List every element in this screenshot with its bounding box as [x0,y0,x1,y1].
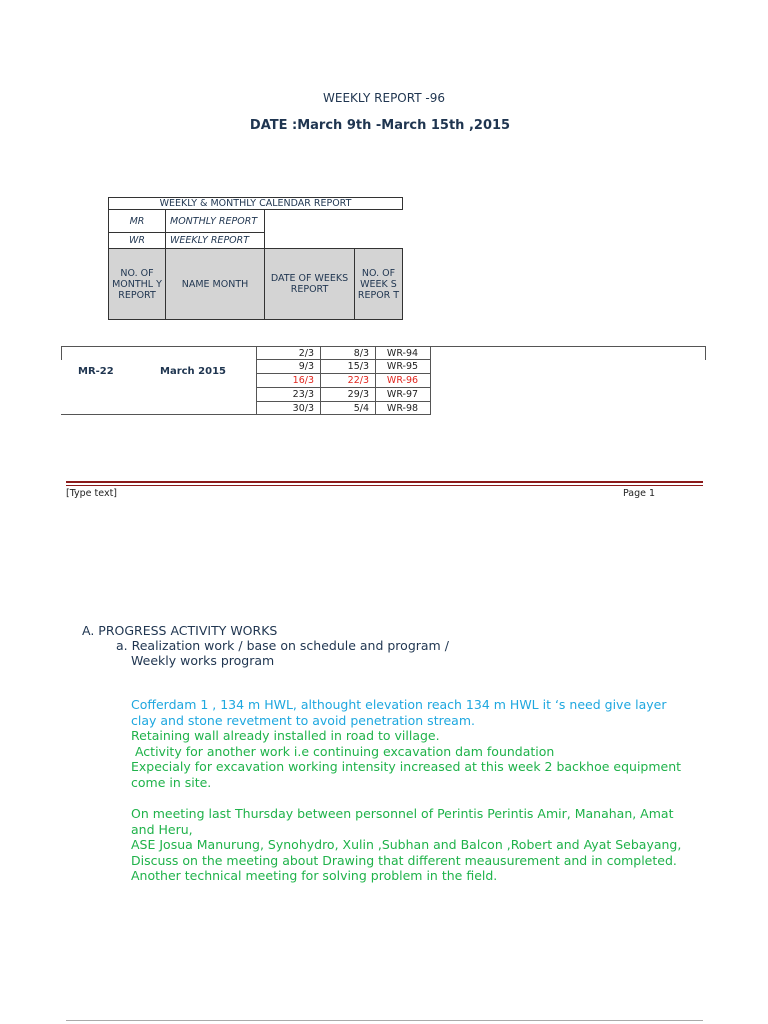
section-sub1: a. Realization work / base on schedule and program / [116,638,449,653]
para-line: Another technical meeting for solving problem in the field. [131,868,498,883]
mr-right-tick [705,346,706,360]
mr-row-wr: WR-94 [386,348,419,359]
para-line: and Heru, [131,821,193,837]
para-line: come in site. [131,774,212,790]
mr-row-end: 15/3 [347,361,369,372]
calendar-col-name: NAME MONTH [165,248,265,320]
para-line: clay and stone revetment to avoid penetration stream. [131,712,475,728]
para-line: Discuss on the meeting about Drawing that different meausurement and in completed. [131,852,677,868]
meeting-paragraph [131,806,721,884]
para-line: Cofferdam 1 , 134 m HWL, althought elevation reach 134 m HWL it ‘s need give layer [131,697,667,712]
mr-vline-4 [430,346,431,415]
calendar-code-mr: MR [108,209,166,233]
mr-row-wr: WR-97 [386,389,419,400]
mr-code: MR-22 [78,366,114,377]
mr-row-start: 9/3 [298,361,314,372]
footer-left-text: [Type text] [66,488,118,499]
mr-row-wr: WR-95 [386,361,419,372]
report-date: DATE :March 9th -March 15th ,2015 [249,118,511,133]
para-line: On meeting last Thursday between personnel of Perintis Perintis Amir, Manahan, Amat [131,806,674,821]
mr-row-start-highlight: 16/3 [292,375,314,386]
mr-row-end: 5/4 [353,403,369,414]
para-line: ASE Josua Manurung, Synohydro, Xulin ,Subhan and Balcon ,Robert and Ayat Sebayang, [131,837,682,852]
mr-row-start: 30/3 [292,403,314,414]
calendar-col-monthly: NO. OF MONTHL Y REPORT [108,248,166,320]
mr-left-tick [61,346,62,360]
footer-rule-thin [66,485,703,486]
section-sub2: Weekly works program [131,653,275,668]
report-title: WEEKLY REPORT -96 [323,91,445,105]
mr-month: March 2015 [160,366,226,377]
calendar-desc-mr: MONTHLY REPORT [165,209,265,233]
mr-row-end: 8/3 [353,348,369,359]
calendar-col-date: DATE OF WEEKS REPORT [264,248,355,320]
footer-page-number: Page 1 [623,488,656,499]
mr-row-wr: WR-98 [386,403,419,414]
footer-rule-thick [66,481,703,483]
calendar-desc-wr: WEEKLY REPORT [165,232,265,249]
calendar-code-wr: WR [108,232,166,249]
page-bottom-rule [66,1020,703,1021]
mr-row-end: 29/3 [347,389,369,400]
cofferdam-paragraph [131,697,721,728]
mr-row-end-highlight: 22/3 [347,375,369,386]
calendar-header: WEEKLY & MONTHLY CALENDAR REPORT [108,197,403,210]
mr-row-start: 2/3 [298,348,314,359]
activity-paragraph [131,728,721,790]
para-line: Expecialy for excavation working intensity increased at this week 2 backhoe equipment [131,759,682,774]
mr-row-start: 23/3 [292,389,314,400]
mr-row-wr-highlight: WR-96 [386,375,419,386]
para-line: Activity for another work i.e continuing excavation dam foundation [131,743,555,759]
section-heading: A. PROGRESS ACTIVITY WORKS [82,623,278,638]
calendar-col-weeks: NO. OF WEEK S REPOR T [354,248,403,320]
para-line: Retaining wall already installed in road to village. [131,728,440,743]
